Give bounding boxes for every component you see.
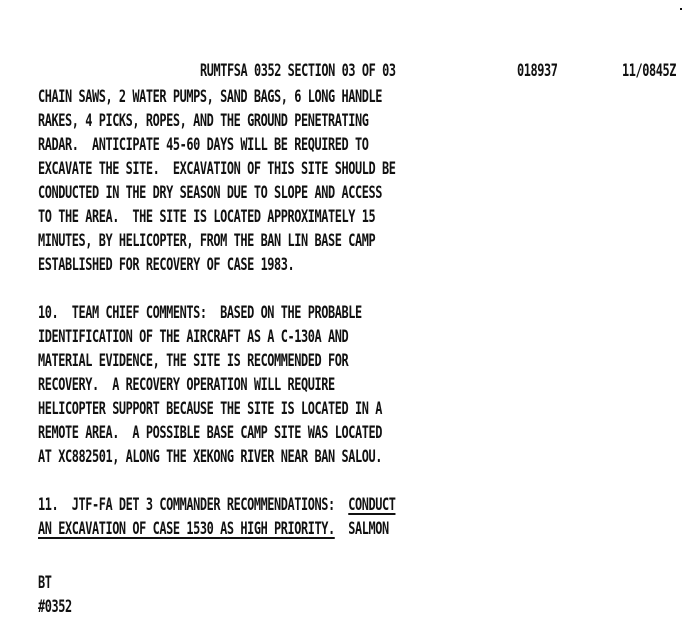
- signature-name: SALMON: [334, 519, 389, 539]
- message-header: [200, 60, 700, 82]
- text-line: IDENTIFICATION OF THE AIRCRAFT AS A C-130A AND: [38, 327, 349, 347]
- text-line: [38, 494, 395, 516]
- underlined-text: AN EXCAVATION OF CASE 1530 AS HIGH PRIORITY.: [38, 519, 335, 539]
- recommendation-label: 11. JTF-FA DET 3 COMMANDER RECOMMENDATIONS:: [38, 495, 349, 515]
- text-line: CONDUCTED IN THE DRY SEASON DUE TO SLOPE AND ACCESS: [38, 183, 382, 203]
- break-marker: BT: [38, 573, 52, 593]
- text-line: AT XC882501, ALONG THE XEKONG RIVER NEAR BAN SALOU.: [38, 447, 382, 467]
- header-serial: 018937: [517, 61, 558, 81]
- text-line: 10. TEAM CHIEF COMMENTS: BASED ON THE PROBABLE: [38, 303, 362, 323]
- text-line: TO THE AREA. THE SITE IS LOCATED APPROXIMATELY 15: [38, 207, 376, 227]
- underlined-text: CONDUCT: [348, 495, 396, 515]
- header-dtg: 11/0845Z: [622, 61, 676, 81]
- scan-speck: [680, 8, 682, 10]
- text-line: MINUTES, BY HELICOPTER, FROM THE BAN LIN BASE CAMP: [38, 231, 376, 251]
- text-line: RADAR. ANTICIPATE 45-60 DAYS WILL BE REQUIRED TO: [38, 135, 369, 155]
- text-line: ESTABLISHED FOR RECOVERY OF CASE 1983.: [38, 255, 295, 275]
- text-line: RAKES, 4 PICKS, ROPES, AND THE GROUND PENETRATING: [38, 111, 369, 131]
- text-line: RECOVERY. A RECOVERY OPERATION WILL REQUIRE: [38, 375, 335, 395]
- header-routing: RUMTFSA 0352 SECTION 03 OF 03: [200, 61, 396, 81]
- text-line: REMOTE AREA. A POSSIBLE BASE CAMP SITE WAS LOCATED: [38, 423, 382, 443]
- text-line: EXCAVATE THE SITE. EXCAVATION OF THIS SITE SHOULD BE: [38, 159, 396, 179]
- text-line: CHAIN SAWS, 2 WATER PUMPS, SAND BAGS, 6 LONG HANDLE: [38, 87, 382, 107]
- text-line: HELICOPTER SUPPORT BECAUSE THE SITE IS LOCATED IN A: [38, 399, 382, 419]
- message-number: #0352: [38, 597, 72, 617]
- text-line: [38, 518, 389, 540]
- text-line: MATERIAL EVIDENCE, THE SITE IS RECOMMENDED FOR: [38, 351, 349, 371]
